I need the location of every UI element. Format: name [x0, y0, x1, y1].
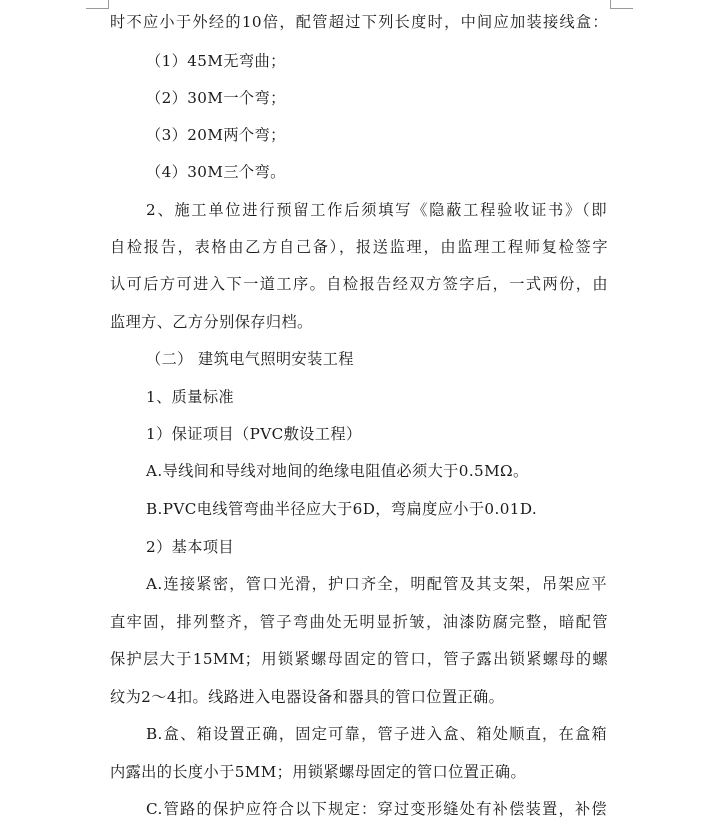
text-line: 1、质量标准 — [146, 388, 235, 406]
text-line: （2）30M一个弯； — [146, 89, 286, 107]
text-line: （3）20M两个弯； — [146, 126, 286, 144]
text-line: 纹为2～4扣。线路进入电器设备和器具的管口位置正确。 — [110, 688, 505, 706]
text-line: （4）30M三个弯。 — [146, 163, 286, 181]
text-line: 内露出的长度小于5MM；用锁紧螺母固定的管口位置正确。 — [110, 763, 527, 781]
text-line: B.盒、箱设置正确，固定可靠，管子进入盒、箱处顺直，在盒箱 — [146, 725, 607, 743]
text-line: A.连接紧密，管口光滑，护口齐全，明配管及其支架，吊架应平 — [146, 575, 607, 593]
text-line: 保护层大于15MM；用锁紧螺母固定的管口，管子露出锁紧螺母的螺 — [110, 650, 608, 668]
text-line: 时不应小于外经的10倍，配管超过下列长度时，中间应加装接线盒： — [110, 13, 608, 31]
text-line: 自检报告，表格由乙方自己备），报送监理，由监理工程师复检签字 — [110, 238, 608, 256]
section-heading: （二） 建筑电气照明安装工程 — [146, 350, 354, 368]
text-line: C.管路的保护应符合以下规定：穿过变形缝处有补偿装置，补偿 — [146, 800, 607, 818]
text-line: A.导线间和导线对地间的绝缘电阻值必须大于0.5MΩ。 — [146, 462, 529, 480]
left-margin-mark — [86, 0, 109, 9]
text-line: 直牢固，排列整齐，管子弯曲处无明显折皱，油漆防腐完整，暗配管 — [110, 613, 608, 631]
text-line: 监理方、乙方分别保存归档。 — [110, 313, 313, 331]
text-line: 2）基本项目 — [146, 538, 235, 556]
text-line: 1）保证项目（PVC敷设工程） — [146, 425, 362, 443]
text-line: 2、施工单位进行预留工作后须填写《隐蔽工程验收证书》（即 — [146, 201, 607, 219]
right-margin-mark — [610, 0, 633, 9]
text-line: B.PVC电线管弯曲半径应大于6D，弯扁度应小于0.01D. — [146, 500, 538, 518]
text-line: （1）45M无弯曲； — [146, 52, 286, 70]
text-line: 认可后方可进入下一道工序。自检报告经双方签字后，一式两份，由 — [110, 275, 608, 293]
